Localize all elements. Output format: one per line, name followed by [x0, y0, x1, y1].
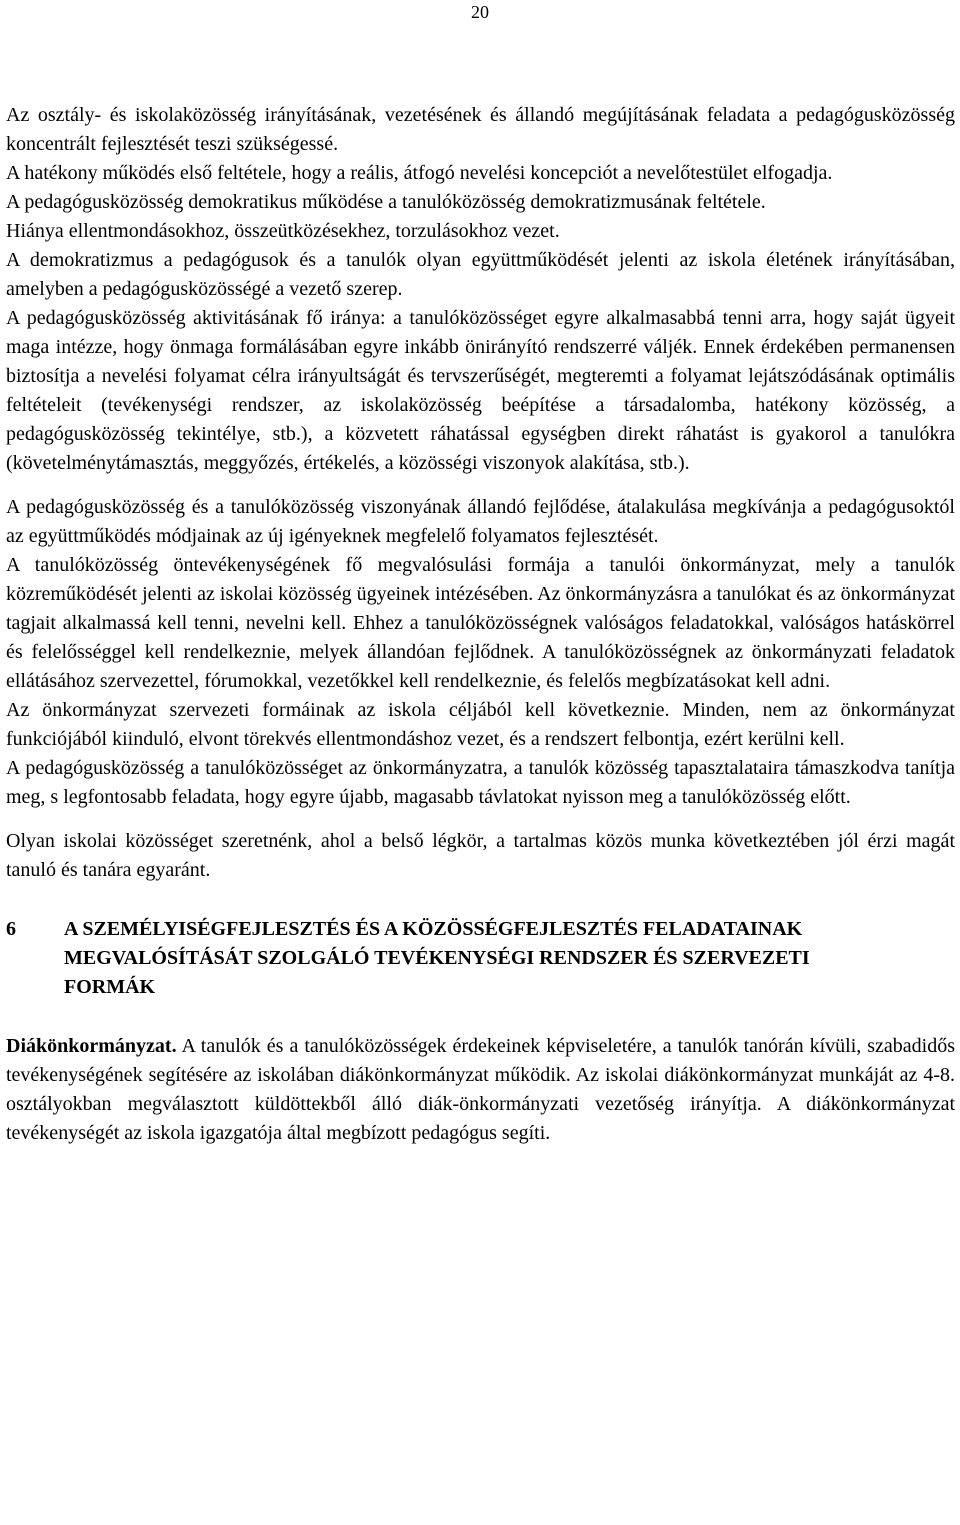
paragraph: A pedagógusközösség és a tanulóközösség viszonyának állandó fejlődése, átalakulása megkívánja a pedagógusoktól az együttműködés módjainak az új igényeknek megfelelő folyamatos fejlesztését. [6, 496, 955, 547]
document-body [6, 101, 955, 1148]
paragraph: A tanulóközösség öntevékenységének fő megvalósulási formája a tanulói önkormányzat, mely a tanulók közreműködését jelenti az iskolai közösség ügyeinek intézésében. Az önkormányzásra a tanulókat és az önkormányzat tagjait alkalmassá kell tenni, nevelni kell. Ehhez a tanulóközösségnek valóságos feladatokkal, valóságos hatáskörrel és felelősséggel kell rendelkeznie, melyek állandóan fejlődnek. A tanulóközösségnek az önkormányzati feladatok ellátásához szervezettel, fórumokkal, vezetőkkel kell rendelkeznie, és felelős megbízatásokat kell adni. [6, 554, 955, 692]
section-spacer [6, 1002, 955, 1032]
paragraph-spacer [6, 812, 955, 827]
paragraph: Az osztály- és iskolaközösség irányításának, vezetésének és állandó megújításának feladata a pedagógusközösség koncentrált fejlesztését teszi szükségessé. [6, 104, 955, 155]
paragraph: A hatékony működés első feltétele, hogy a reális, átfogó nevelési koncepciót a nevelőtestület elfogadja. [6, 162, 833, 184]
paragraph: Az önkormányzat szervezeti formáinak az iskola céljából kell következnie. Minden, nem az önkormányzat funkciójából kiinduló, elvont törekvés ellentmondáshoz vezet, és a rendszert felbontja, ezért kerülni kell. [6, 699, 955, 750]
paragraph: A demokratizmus a pedagógusok és a tanulók olyan együttműködését jelenti az iskola életének irányításában, amelyben a pedagógusközösségé a vezető szerep. [6, 249, 955, 300]
paragraph-lead: Diákönkormányzat. [6, 1035, 177, 1057]
page-number: 20 [471, 2, 489, 22]
paragraph: A pedagógusközösség demokratikus működése a tanulóközösség demokratizmusának feltétele. [6, 191, 766, 213]
section-number: 6 [6, 918, 16, 940]
paragraph: Hiánya ellentmondásokhoz, összeütközésekhez, torzulásokhoz vezet. [6, 220, 560, 242]
final-paragraph [6, 1032, 955, 1148]
paragraph: A pedagógusközösség a tanulóközösséget az önkormányzatra, a tanulók közösség tapasztalataira támaszkodva tanítja meg, s legfontosabb feladata, hogy egyre újabb, magasabb távlatokat nyisson meg a tanulóközösség előtt. [6, 757, 955, 808]
section-title: A SZEMÉLYISÉGFEJLESZTÉS ÉS A KÖZÖSSÉGFEJLESZTÉS FELADATAINAK MEGVALÓSÍTÁSÁT SZOLGÁLÓ TEVÉKENYSÉGI RENDSZER ÉS SZERVEZETI FORMÁK [64, 918, 810, 998]
section-spacer [6, 885, 955, 915]
paragraph: A pedagógusközösség aktivitásának fő iránya: a tanulóközösséget egyre alkalmasabbá tenni arra, hogy saját ügyeit maga intézze, hogy önmaga formálásában egyre inkább önirányító rendszerré váljék. Ennek érdekében permanensen biztosítja a nevelési folyamat célra irányultságát és tervszerűségét, megteremti a folyamat lejátszódásának optimális feltételeit (tevékenységi rendszer, az iskolaközösség beépítése a társadalomba, hatékony közösség, a pedagógusközösség tekintélye, stb.), a közvetett ráhatással egységben direkt ráhatást is gyakorol a tanulókra (követelménytámasztás, meggyőzés, értékelés, a közösségi viszonyok alakítása, stb.). [6, 307, 955, 474]
paragraph-spacer [6, 478, 955, 493]
paragraph: Olyan iskolai közösséget szeretnénk, ahol a belső légkör, a tartalmas közös munka következtében jól érzi magát tanuló és tanára egyaránt. [6, 830, 955, 881]
paragraph-text: A tanulók és a tanulóközösségek érdekeinek képviseletére, a tanulók tanórán kívüli, szabadidős tevékenységének segítésére az iskolában diákönkormányzat működik. Az iskolai diákönkormányzat munkáját az 4-8. osztályokban megválasztott küldöttekből álló diák-önkormányzati vezetőség irányítja. A diákönkormányzat tevékenységét az iskola igazgatója által megbízott pedagógus segíti. [6, 1035, 955, 1144]
section-heading [6, 915, 955, 1002]
